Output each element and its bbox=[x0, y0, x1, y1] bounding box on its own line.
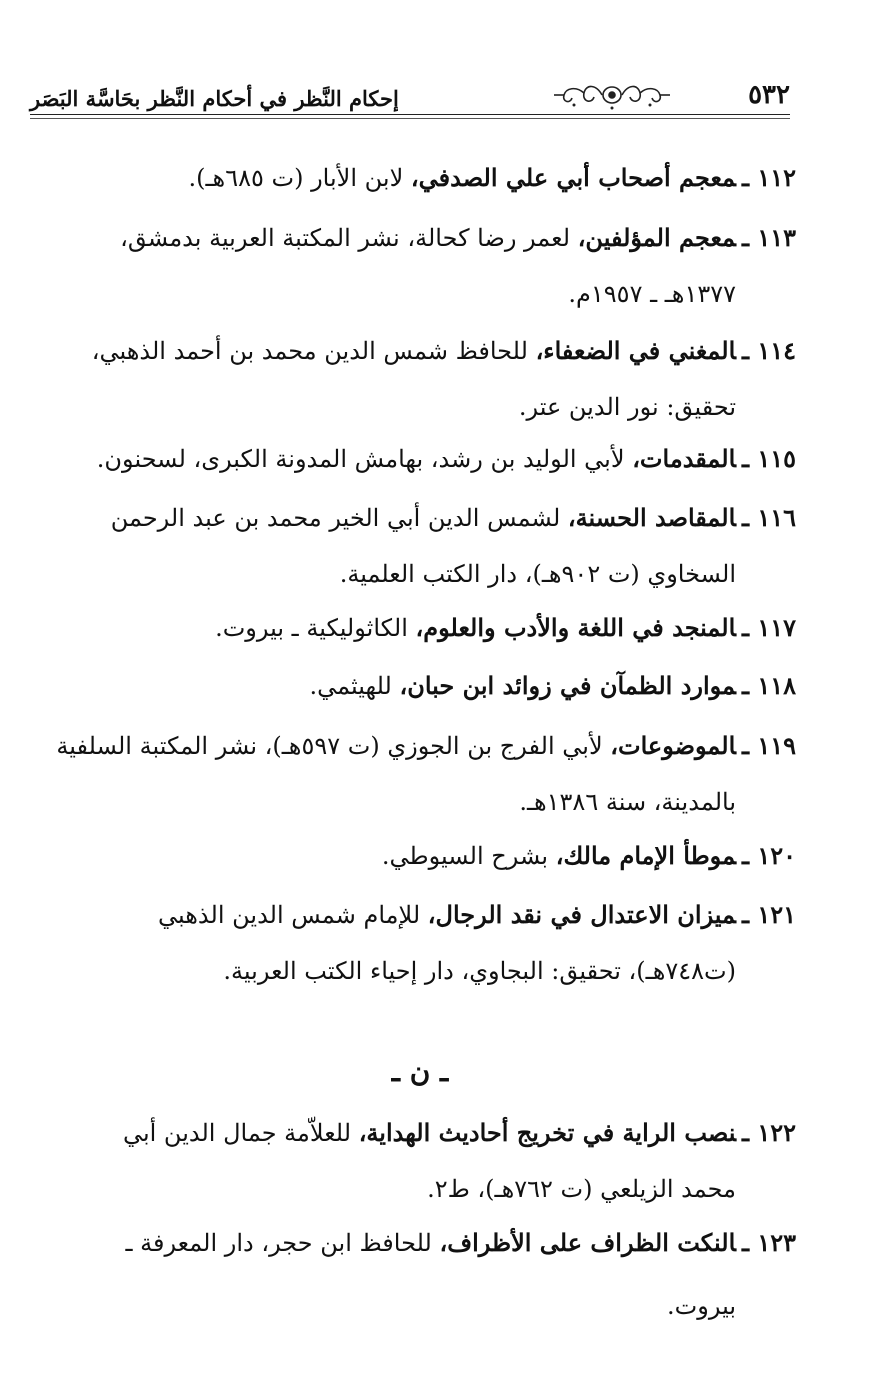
entry-details: لعمر رضا كحالة، نشر المكتبة العربية بدمشق، bbox=[120, 224, 578, 252]
entry-title: معجم أصحاب أبي علي الصدفي، bbox=[410, 163, 736, 192]
entry-details: لابن الأبار (ت ٦٨٥هـ). bbox=[188, 164, 411, 192]
entry-number: ١١٤ ـ bbox=[741, 336, 796, 365]
bibliography-entry-118 bbox=[61, 658, 796, 714]
entry-title: المغني في الضعفاء، bbox=[535, 336, 736, 365]
entry-number: ١١٢ ـ bbox=[741, 163, 796, 192]
bibliography-entry-114 bbox=[61, 323, 796, 435]
bibliography-entry-116 bbox=[61, 490, 796, 602]
entry-continuation: محمد الزيلعي (ت ٧٦٢هـ)، ط٢. bbox=[427, 1175, 736, 1203]
entry-number: ١١٦ ـ bbox=[741, 503, 796, 532]
entry-continuation: تحقيق: نور الدين عتر. bbox=[518, 393, 736, 421]
entry-details: للهيثمي. bbox=[309, 672, 400, 700]
entry-title: المنجد في اللغة والأدب والعلوم، bbox=[415, 613, 736, 642]
entry-title: المقدمات، bbox=[632, 444, 736, 473]
bibliography-entry-121 bbox=[61, 887, 796, 999]
entry-number: ١٢٢ ـ bbox=[741, 1118, 796, 1147]
entry-title: ميزان الاعتدال في نقد الرجال، bbox=[427, 900, 736, 929]
entry-details: للعلاّمة جمال الدين أبي bbox=[122, 1119, 359, 1147]
entry-title: النكت الظراف على الأظراف، bbox=[439, 1228, 736, 1257]
entry-number: ١١٥ ـ bbox=[741, 444, 796, 473]
entry-continuation: السخاوي (ت ٩٠٢هـ)، دار الكتب العلمية. bbox=[339, 560, 736, 588]
bibliography-entry-113 bbox=[61, 210, 796, 322]
header-rule bbox=[30, 114, 790, 115]
entry-title: نصب الراية في تخريج أحاديث الهداية، bbox=[358, 1118, 736, 1147]
entry-details: للإمام شمس الدين الذهبي bbox=[158, 901, 428, 929]
running-title: إحكام النَّظر في أحكام النَّظر بحَاسَّة البَصَر bbox=[30, 86, 399, 111]
bibliography-entry-120 bbox=[61, 828, 796, 884]
entry-number: ١١٣ ـ bbox=[741, 223, 796, 252]
page-number: ٥٣٢ bbox=[748, 80, 790, 110]
entry-title: موطأ الإمام مالك، bbox=[555, 841, 736, 870]
entry-details: بشرح السيوطي. bbox=[381, 842, 556, 870]
bibliography-entry-117 bbox=[61, 600, 796, 656]
entry-details: لأبي الفرج بن الجوزي (ت ٥٩٧هـ)، نشر المكتبة السلفية bbox=[56, 732, 611, 760]
header-rule-thin bbox=[30, 118, 790, 119]
entry-title: الموضوعات، bbox=[610, 731, 736, 760]
entry-title: موارد الظمآن في زوائد ابن حبان، bbox=[399, 671, 736, 700]
entry-number: ١٢٣ ـ bbox=[741, 1228, 796, 1257]
bibliography-entry-115 bbox=[61, 431, 796, 487]
entry-continuation: بالمدينة، سنة ١٣٨٦هـ. bbox=[519, 788, 736, 816]
bibliography-entry-122 bbox=[61, 1105, 796, 1217]
entry-details: لشمس الدين أبي الخير محمد بن عبد الرحمن bbox=[110, 504, 568, 532]
entry-details: لأبي الوليد بن رشد، بهامش المدونة الكبرى، لسحنون. bbox=[96, 445, 633, 473]
bibliography-entry-119 bbox=[56, 718, 796, 830]
entry-number: ١١٧ ـ bbox=[741, 613, 796, 642]
entry-continuation: ١٣٧٧هـ ـ ١٩٥٧م. bbox=[568, 280, 736, 308]
section-heading-noon: ـ ن ـ bbox=[391, 1055, 449, 1088]
entry-title: المقاصد الحسنة، bbox=[567, 503, 736, 532]
entry-number: ١١٩ ـ bbox=[741, 731, 796, 760]
entry-title: معجم المؤلفين، bbox=[577, 223, 736, 252]
entry-details: للحافظ ابن حجر، دار المعرفة ـ bbox=[125, 1229, 440, 1257]
entry-number: ١٢٠ ـ bbox=[741, 841, 796, 870]
entry-details: الكاثوليكية ـ بيروت. bbox=[215, 614, 416, 642]
entry-number: ١٢١ ـ bbox=[741, 900, 796, 929]
bibliography-entry-112 bbox=[61, 150, 796, 206]
entry-details: للحافظ شمس الدين محمد بن أحمد الذهبي، bbox=[91, 337, 536, 365]
page-header bbox=[30, 70, 790, 120]
entry-continuation: (ت٧٤٨هـ)، تحقيق: البجاوي، دار إحياء الكتب العربية. bbox=[223, 957, 736, 985]
bibliography-entry-123 bbox=[61, 1215, 796, 1341]
entry-continuation: بيروت. bbox=[667, 1292, 736, 1320]
entry-number: ١١٨ ـ bbox=[741, 671, 796, 700]
ornament-icon bbox=[552, 78, 672, 112]
